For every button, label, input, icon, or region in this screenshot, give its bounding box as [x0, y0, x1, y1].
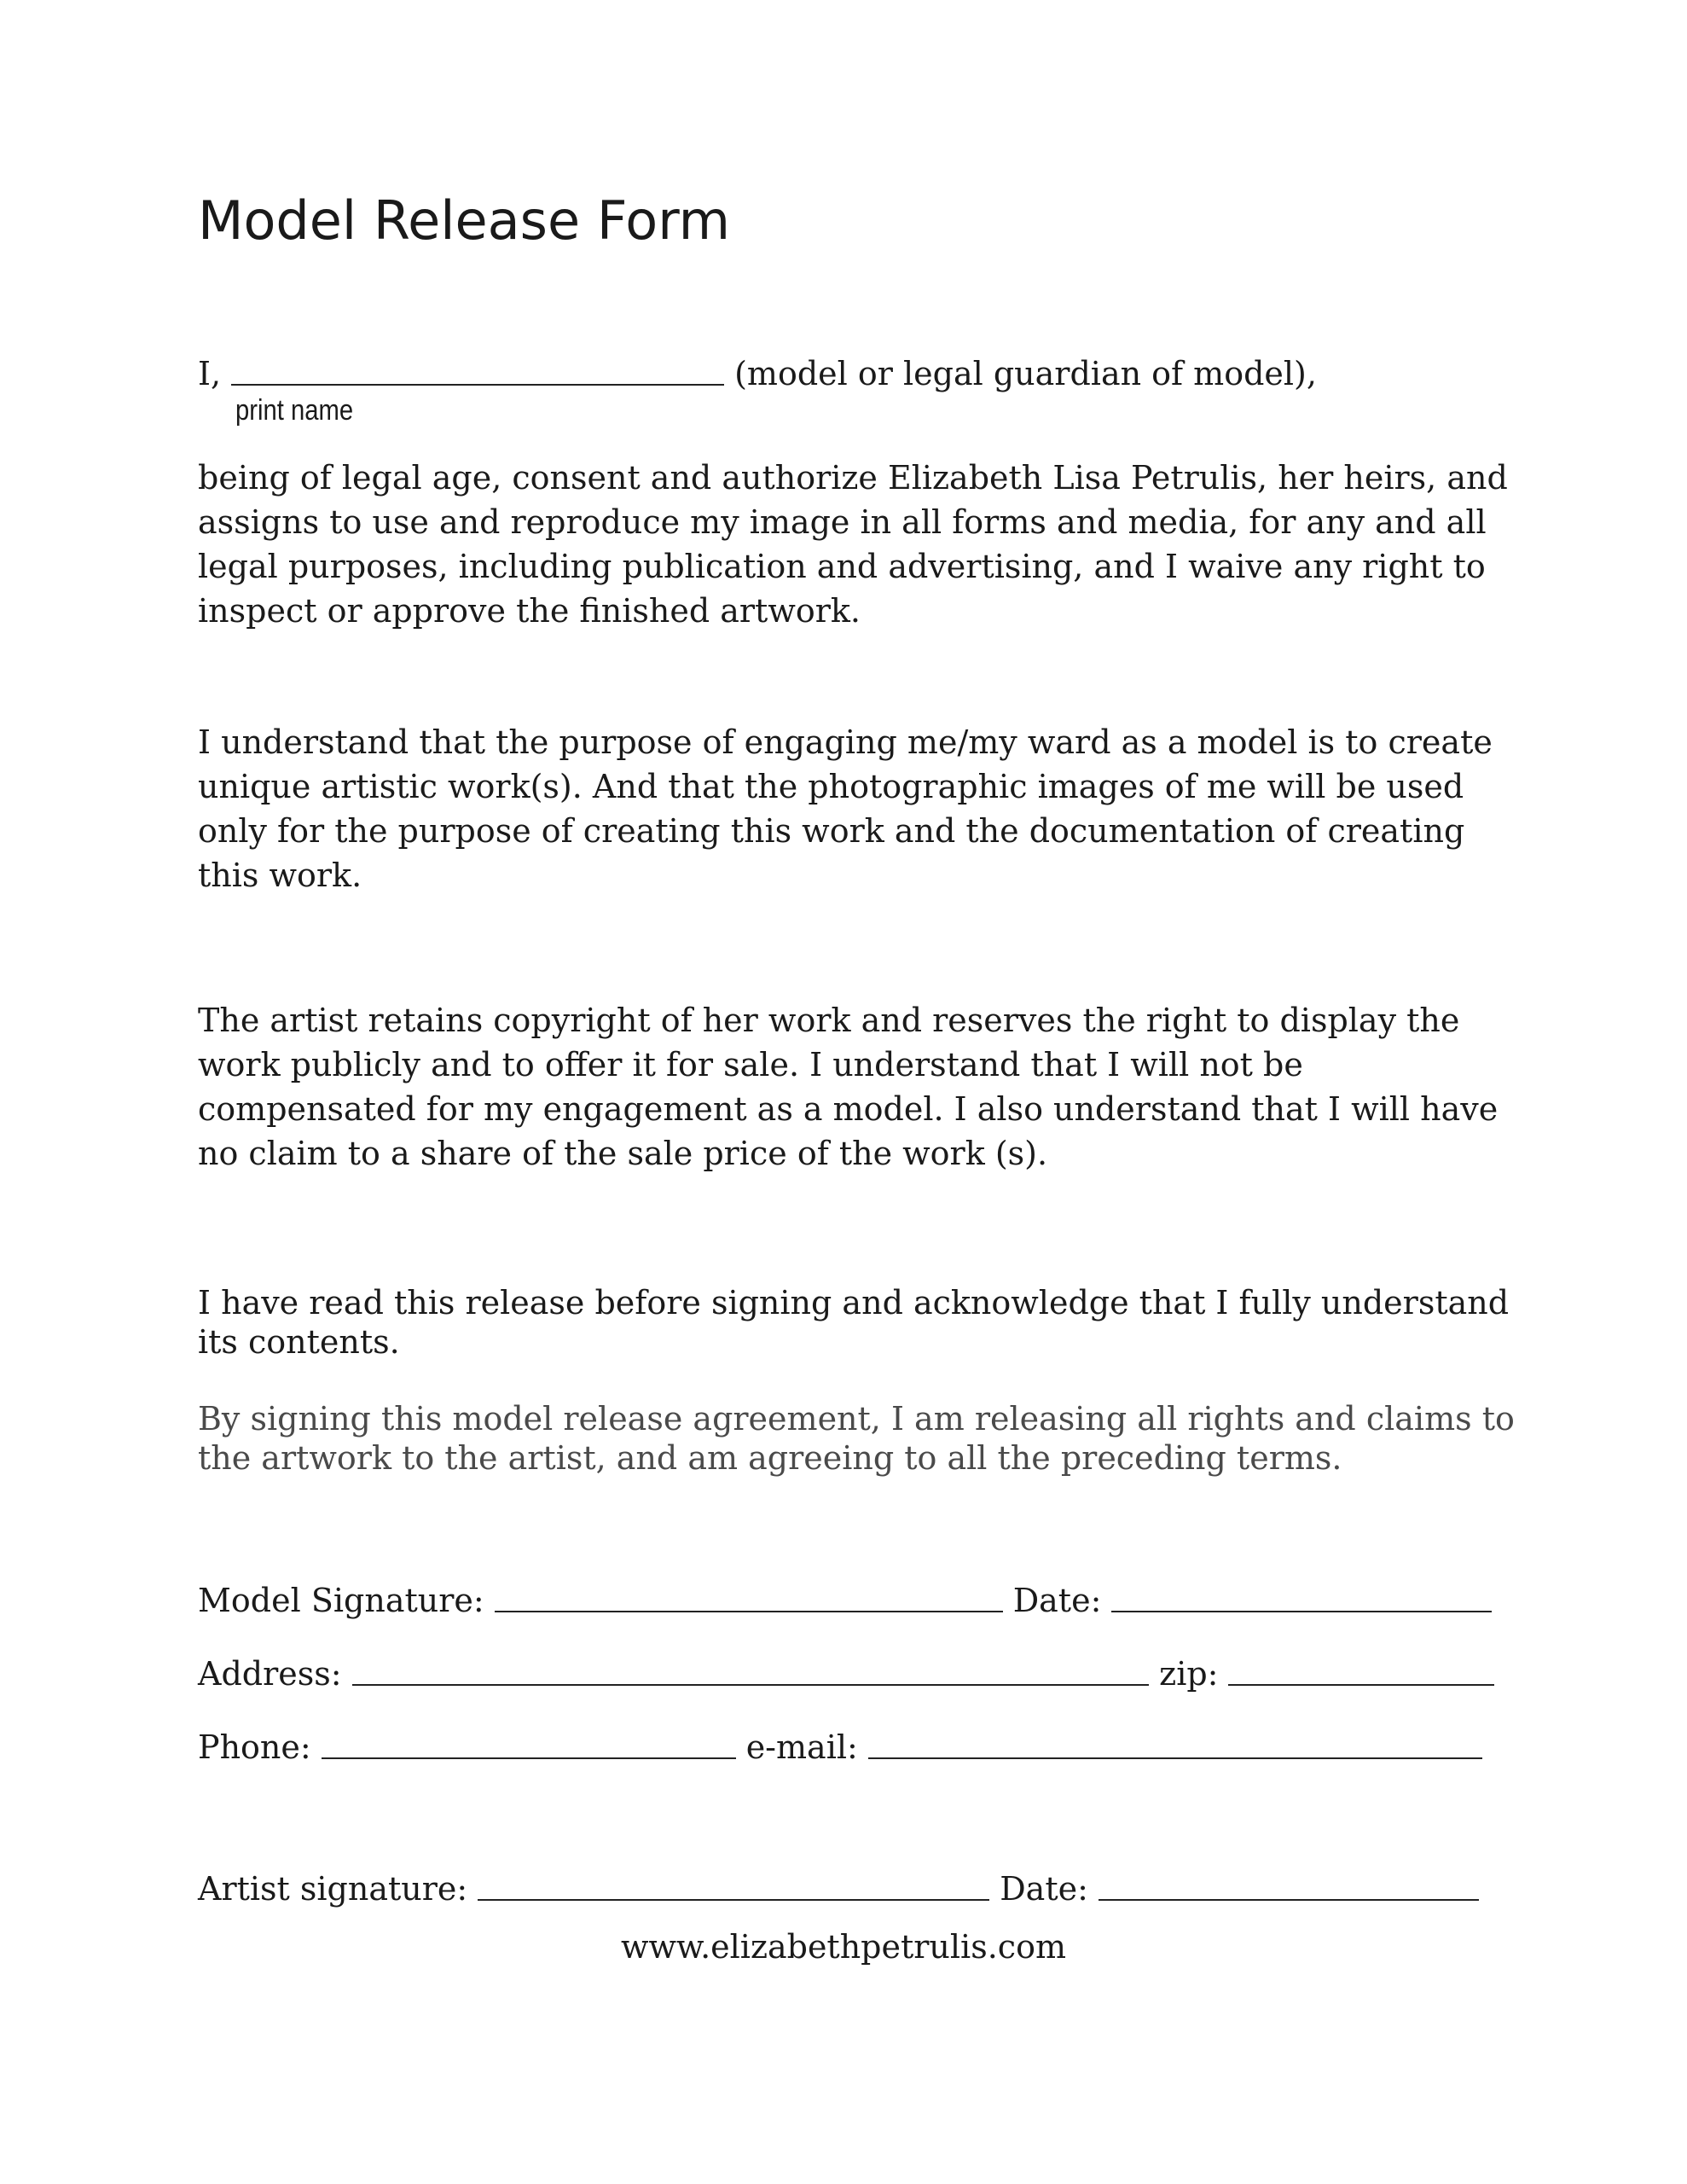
consent-paragraph: being of legal age, consent and authorize Elizabeth Lisa Petrulis, her heirs, and assigns to use and reproduce my image in all forms and media, for any and all legal purposes, including publication and advertising, and I waive any right to inspect or approve the finished artwork. [198, 459, 1508, 630]
artist-signature-field[interactable] [478, 1862, 989, 1901]
zip-field[interactable] [1228, 1647, 1494, 1686]
purpose-paragraph: I understand that the purpose of engaging me/my ward as a model is to create unique artistic work(s). And that the photographic images of me will be used only for the purpose of creating this work and the documentation of creating this work. [198, 723, 1493, 894]
artist-signature-label: Artist signature: [198, 1870, 468, 1908]
artist-date-label: Date: [1000, 1870, 1088, 1908]
model-signature-row [198, 1571, 1494, 1619]
zip-label: zip: [1159, 1655, 1219, 1693]
model-signature-field[interactable] [495, 1573, 1003, 1612]
acknowledgement-paragraph: I have read this release before signing and acknowledge that I fully understand its contents. [198, 1284, 1510, 1361]
agreement-paragraph: By signing this model release agreement, I am releasing all rights and claims to the artwork to the artist, and am agreeing to all the preceding terms. [198, 1400, 1515, 1477]
model-signature-label: Model Signature: [198, 1582, 484, 1619]
intro-prefix: I, [198, 355, 222, 392]
page-title: Model Release Form [198, 189, 730, 252]
phone-field[interactable] [322, 1720, 736, 1759]
artist-signature-row [198, 1860, 1494, 1908]
date-label: Date: [1012, 1582, 1102, 1619]
date-field[interactable] [1111, 1573, 1492, 1612]
artist-date-field[interactable] [1099, 1862, 1479, 1901]
website-link[interactable]: www.elizabethpetrulis.com [621, 1928, 1066, 1966]
address-label: Address: [198, 1655, 342, 1693]
phone-row [198, 1718, 1494, 1766]
intro-line [198, 345, 1511, 392]
email-label: e-mail: [745, 1728, 858, 1766]
print-name-field[interactable] [231, 346, 724, 386]
print-name-caption: print name [235, 394, 354, 427]
email-field[interactable] [868, 1720, 1482, 1759]
address-row [198, 1645, 1494, 1693]
phone-label: Phone: [198, 1728, 311, 1766]
intro-suffix: (model or legal guardian of model), [734, 355, 1317, 392]
address-field[interactable] [352, 1647, 1150, 1686]
copyright-paragraph: The artist retains copyright of her work and reserves the right to display the work publicly and to offer it for sale. I understand that I will not be compensated for my engagement as a model. I also understand that I will have no claim to a share of the sale price of the work (s). [198, 1002, 1499, 1172]
